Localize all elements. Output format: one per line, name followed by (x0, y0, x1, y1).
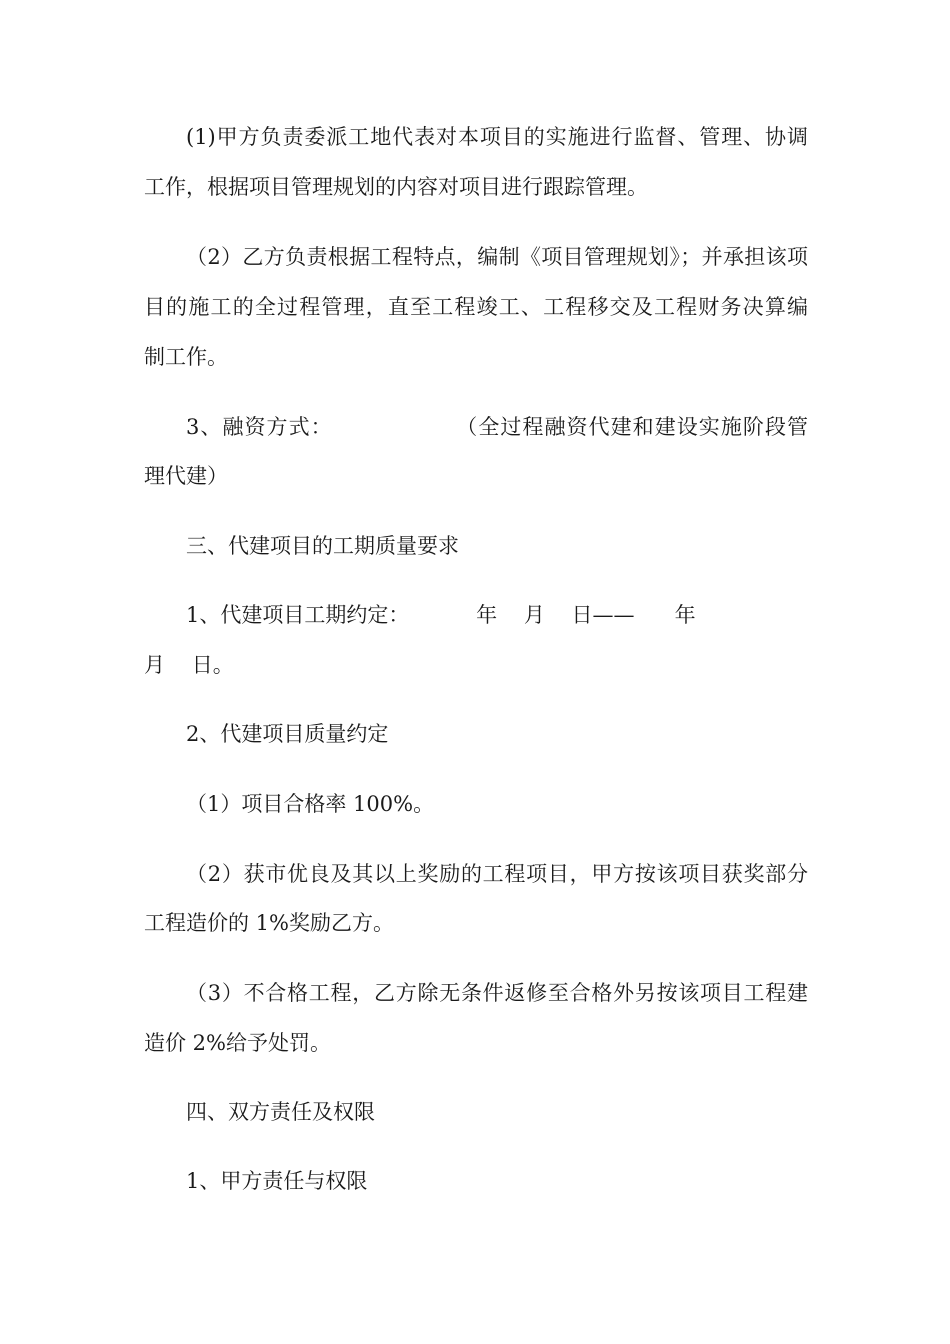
paragraph-line-2: 工作，根据项目管理规划的内容对项目进行跟踪管理。 (144, 175, 648, 199)
subsection-heading-1: 1、甲方责任与权限 (186, 1169, 368, 1193)
paragraph-line-6: 3、融资方式： （全过程融资代建和建设实施阶段管 (186, 415, 808, 439)
paragraph-line-4: 目的施工的全过程管理，直至工程竣工、工程移交及工程财务决算编 (144, 295, 808, 319)
paragraph-line-12: （1）项目合格率 100%。 (186, 792, 435, 816)
paragraph-line-15: （3）不合格工程，乙方除无条件返修至合格外另按该项目工程建 (186, 981, 808, 1005)
paragraph-line-14: 工程造价的 1%奖励乙方。 (144, 911, 394, 935)
section-heading-3: 三、代建项目的工期质量要求 (186, 534, 459, 558)
paragraph-line-13: （2）获市优良及其以上奖励的工程项目，甲方按该项目获奖部分 (186, 862, 808, 886)
paragraph-line-1: (1)甲方负责委派工地代表对本项目的实施进行监督、管理、协调 (186, 125, 808, 149)
paragraph-line-16: 造价 2%给予处罚。 (144, 1031, 331, 1055)
paragraph-line-9: 1、代建项目工期约定： 年 月 日—— 年 (186, 603, 696, 627)
paragraph-line-10: 月 日。 (144, 653, 234, 677)
paragraph-line-11: 2、代建项目质量约定 (186, 722, 389, 746)
paragraph-line-5: 制工作。 (144, 345, 228, 369)
paragraph-line-7: 理代建） (144, 464, 228, 488)
section-heading-4: 四、双方责任及权限 (186, 1100, 375, 1124)
paragraph-line-3: （2）乙方负责根据工程特点，编制《项目管理规划》；并承担该项 (186, 245, 808, 269)
